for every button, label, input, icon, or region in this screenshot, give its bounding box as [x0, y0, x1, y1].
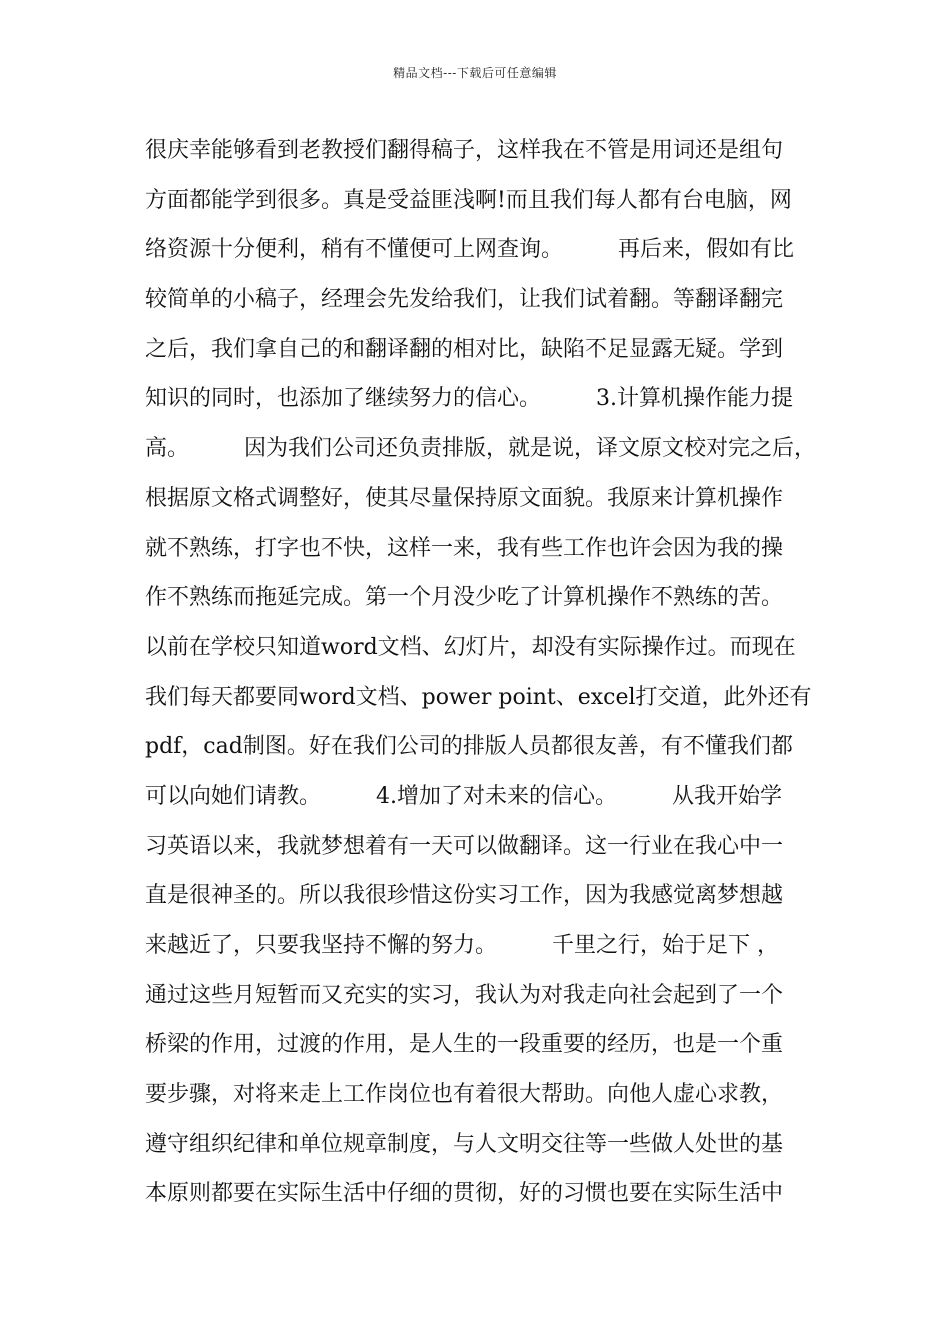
text-line: 作不熟练而拖延完成。第一个月没少吃了计算机操作不熟练的苦。	[145, 585, 784, 611]
text-line: 就不熟练，打字也不快，这样一来，我有些工作也许会因为我的操	[145, 535, 784, 561]
text-line: 之后，我们拿自己的和翻译翻的相对比，缺陷不足显露无疑。学到	[145, 336, 784, 362]
text-line: 根据原文格式调整好，使其尽量保持原文面貌。我原来计算机操作	[145, 485, 784, 511]
page-header: 精品文档---下载后可任意编辑	[393, 66, 557, 80]
text-line: 通过这些月短暂而又充实的实习，我认为对我走向社会起到了一个	[145, 982, 784, 1008]
text-line: 桥梁的作用，过渡的作用，是人生的一段重要的经历，也是一个重	[145, 1032, 784, 1058]
text-line: 遵守组织纪律和单位规章制度，与人文明交往等一些做人处世的基	[145, 1131, 784, 1157]
text-line: 来越近了，只要我坚持不懈的努力。 千里之行，始于足下 ，	[145, 933, 779, 958]
text-line: 本原则都要在实际生活中仔细的贯彻，好的习惯也要在实际生活中	[145, 1181, 784, 1207]
text-line: 知识的同时，也添加了继续努力的信心。 3.计算机操作能力提	[145, 386, 793, 412]
text-line: pdf，cad制图。好在我们公司的排版人员都很友善，有不懂我们都	[145, 734, 793, 760]
text-line: 络资源十分便利，稍有不懂便可上网查询。 再后来，假如有比	[145, 237, 795, 263]
text-line: 方面都能学到很多。真是受益匪浅啊!而且我们每人都有台电脑，网	[145, 187, 792, 213]
text-line: 以前在学校只知道word文档、幻灯片，却没有实际操作过。而现在	[145, 634, 796, 660]
text-line: 我们每天都要同word文档、power point、excel打交道，此外还有	[145, 684, 812, 710]
text-line: 很庆幸能够看到老教授们翻得稿子，这样我在不管是用词还是组句	[145, 138, 784, 163]
text-line: 高。 因为我们公司还负责排版，就是说，译文原文校对完之后，	[145, 436, 817, 462]
text-line: 习英语以来，我就梦想着有一天可以做翻译。这一行业在我心中一	[145, 833, 784, 859]
text-line: 较简单的小稿子，经理会先发给我们，让我们试着翻。等翻译翻完	[145, 287, 784, 313]
body-text	[145, 131, 825, 1224]
text-line: 直是很神圣的。所以我很珍惜这份实习工作，因为我感觉离梦想越	[145, 883, 784, 909]
text-line: 可以向她们请教。 4.增加了对未来的信心。 从我开始学	[145, 783, 782, 809]
text-line: 要步骤，对将来走上工作岗位也有着很大帮助。向他人虚心求教，	[145, 1082, 784, 1108]
